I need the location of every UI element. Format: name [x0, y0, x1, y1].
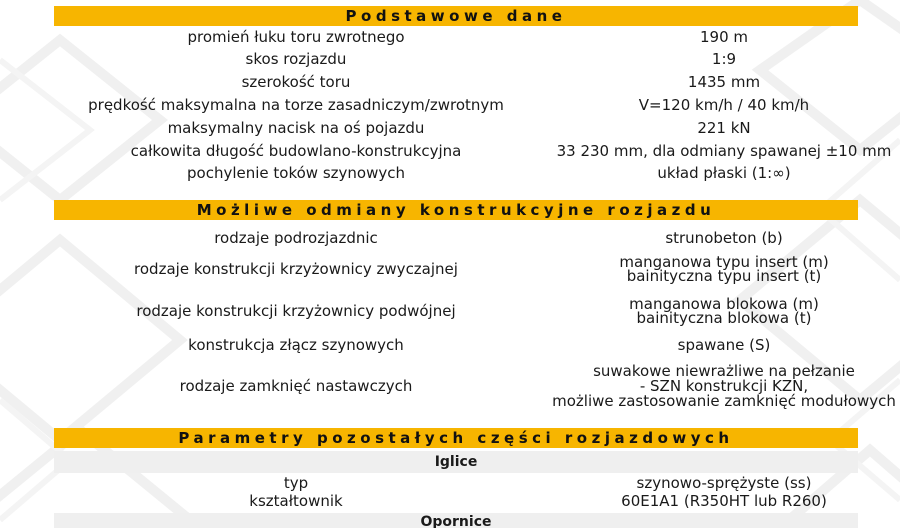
row-label: pochylenie toków szynowych [187, 164, 405, 182]
spec-row [54, 116, 858, 139]
spec-row [54, 162, 858, 184]
row-label: szerokość toru [241, 72, 351, 91]
value-line: bainityczna typu insert (t) [626, 267, 822, 285]
spec-row [54, 492, 858, 510]
row-value: 60E1A1 (R350HT lub R260) [621, 492, 827, 510]
spec-row [54, 473, 858, 492]
value-line: możliwe zastosowanie zamknięć modułowych [552, 391, 896, 410]
subsection-header-switch-blades: Iglice [54, 451, 858, 473]
row-label: kształtownik [249, 492, 343, 510]
row-label: całkowita długość budowlano-konstrukcyjna [130, 141, 462, 160]
row-label: promień łuku toru zwrotnego [187, 27, 405, 46]
row-label: rodzaje podrozjazdnic [214, 229, 378, 247]
row-value [484, 362, 900, 410]
row-value: 1435 mm [687, 72, 761, 91]
row-label: maksymalny nacisk na oś pojazdu [167, 118, 425, 137]
row-value [484, 333, 900, 357]
row-label: typ [283, 473, 309, 492]
row-value: 190 m [699, 27, 748, 46]
row-label: rodzaje konstrukcji krzyżownicy podwójnej [136, 302, 456, 320]
section-header-other-parts: Parametry pozostałych części rozjazdowych [54, 428, 858, 448]
spec-row [54, 252, 858, 286]
row-value [484, 226, 900, 250]
row-value: 1:9 [711, 49, 737, 68]
section-header-basic-data: Podstawowe dane [54, 6, 858, 26]
row-label: rodzaje zamknięć nastawczych [179, 377, 413, 395]
spec-row [54, 47, 858, 70]
value-line: manganowa typu insert (m) [619, 253, 829, 271]
spec-row [54, 93, 858, 116]
row-value: 33 230 mm, dla odmiany spawanej ±10 mm [556, 141, 892, 160]
spec-row [54, 70, 858, 93]
value-line: - SZN konstrukcji KZN, [639, 376, 809, 395]
row-label: prędkość maksymalna na torze zasadniczym/zwrotnym [88, 95, 504, 114]
row-value [484, 294, 900, 328]
spec-row [54, 26, 858, 47]
row-label: rodzaje konstrukcji krzyżownicy zwyczajnej [134, 260, 458, 278]
spec-row [54, 333, 858, 357]
value-line: manganowa blokowa (m) [629, 295, 819, 313]
row-value [484, 252, 900, 286]
value-line: suwakowe niewrażliwe na pełzanie [593, 361, 855, 380]
row-value: układ płaski (1:∞) [657, 164, 791, 182]
row-label: konstrukcja złącz szynowych [188, 336, 404, 354]
value-line: spawane (S) [677, 336, 771, 354]
value-line: bainityczna blokowa (t) [636, 309, 812, 327]
subsection-header-stock-rails: Opornice [54, 513, 858, 528]
section-header-construction-variants: Możliwe odmiany konstrukcyjne rozjazdu [54, 200, 858, 220]
value-line: strunobeton (b) [665, 229, 783, 247]
row-value: V=120 km/h / 40 km/h [638, 95, 810, 114]
spec-row [54, 294, 858, 328]
spec-row [54, 139, 892, 162]
row-value: szynowo-sprężyste (ss) [636, 473, 812, 492]
spec-row [54, 226, 858, 250]
row-label: skos rozjazdu [245, 49, 347, 68]
row-value: 221 kN [697, 118, 751, 137]
spec-row [54, 361, 896, 410]
